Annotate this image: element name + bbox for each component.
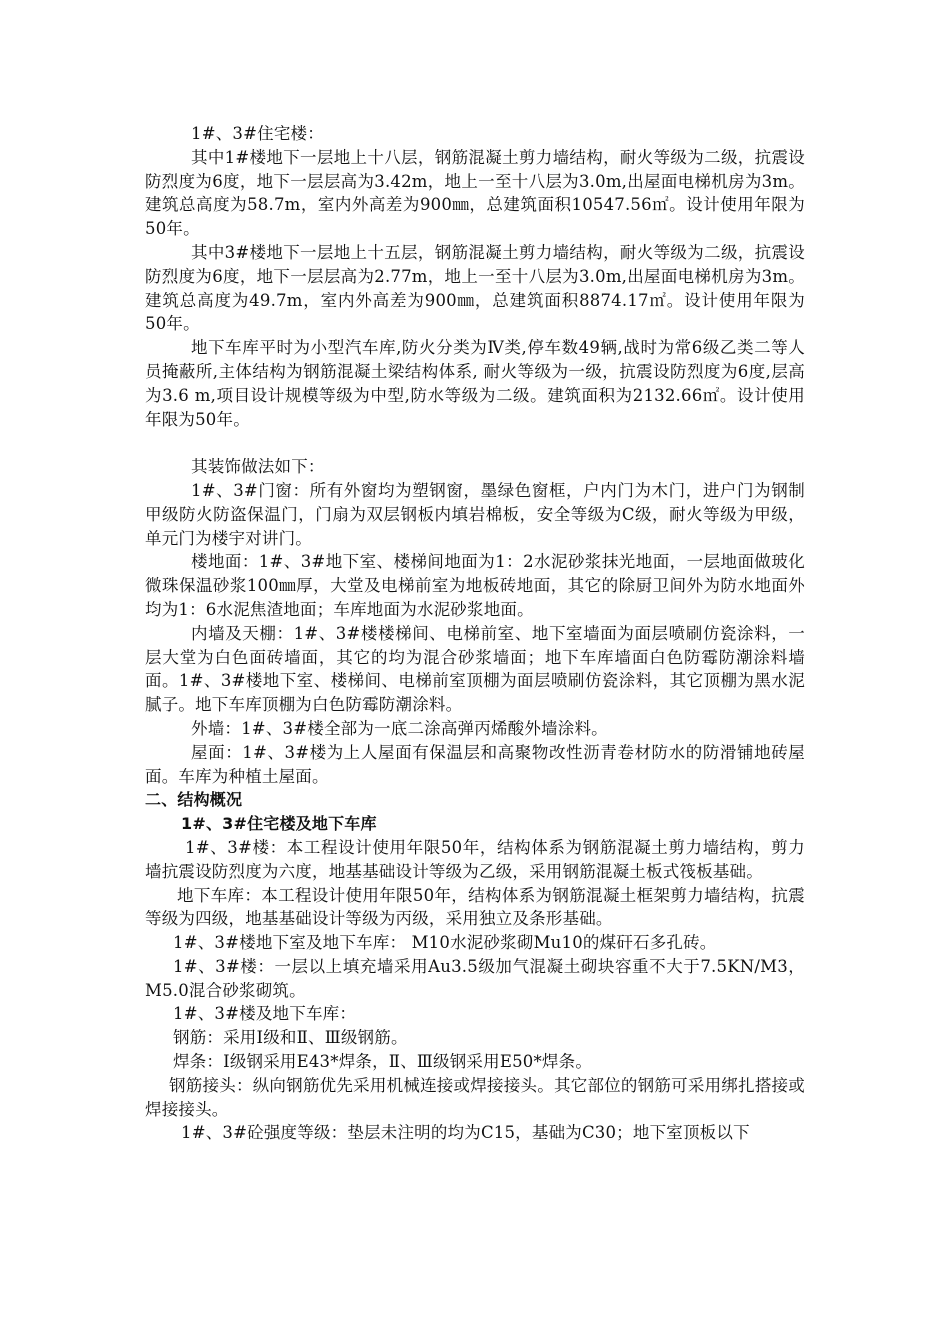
paragraph-welding-rods: 焊条：Ⅰ级钢采用E43*焊条，Ⅱ、Ⅲ级钢采用E50*焊条。 xyxy=(173,1052,593,1072)
paragraph-masonry-basement: 1#、3#楼地下室及地下车库： M10水泥砂浆砌Mu10的煤矸石多孔砖。 xyxy=(173,933,717,953)
paragraph-materials-heading: 1#、3#楼及地下车库： xyxy=(173,1004,357,1024)
paragraph-floors: 楼地面：1#、3#地下室、楼梯间地面为1：2水泥砂浆抹光地面，一层地面做玻化微珠保温砂浆100㎜厚，大堂及电梯前室为地板砖地面，其它的除厨卫间外为防水地面外均为1：6水泥焦渣地面；车库地面为水泥砂浆地面。 xyxy=(145,552,805,619)
paragraph-doors-windows: 1#、3#门窗：所有外窗均为塑钢窗，墨绿色窗框，户内门为木门，进户门为钢制甲级防火防盗保温门，门扇为双层钢板内填岩棉板，安全等级为C级，耐火等级为甲级，单元门为楼宇对讲门。 xyxy=(145,480,805,548)
paragraph-rebar-joints: 钢筋接头：纵向钢筋优先采用机械连接或焊接接头。其它部位的钢筋可采用绑扎搭接或焊接接头。 xyxy=(145,1075,805,1119)
paragraph-rebar: 钢筋：采用Ⅰ级和Ⅱ、Ⅲ级钢筋。 xyxy=(173,1028,408,1048)
subsection-heading: 1#、3#住宅楼及地下车库 xyxy=(181,814,377,834)
paragraph-exterior-walls: 外墙：1#、3#楼全部为一底二涂高弹丙烯酸外墙涂料。 xyxy=(191,718,608,738)
paragraph-structure-buildings: 1#、3#楼：本工程设计使用年限50年，结构体系为钢筋混凝土剪力墙结构，剪力墙抗震设防烈度为六度，地基基础设计等级为乙级，采用钢筋混凝土板式筏板基础。 xyxy=(145,837,805,881)
paragraph-building-1: 其中1#楼地下一层地上十八层，钢筋混凝土剪力墙结构，耐火等级为二级，抗震设防烈度为6度，地下一层层高为3.42m，地上一至十八层为3.0m,出屋面电梯机房为3m。建筑总高度为58.7m，室内外高差为900㎜，总建筑面积10547.56㎡。设计使用年限为50年。 xyxy=(145,147,805,239)
paragraph-roof: 屋面：1#、3#楼为上人屋面有保温层和高聚物改性沥青卷材防水的防滑铺地砖屋面。车库为种植土屋面。 xyxy=(145,742,805,786)
paragraph-concrete-grades: 1#、3#砼强度等级：垫层未注明的均为C15，基础为C30；地下室顶板以下 xyxy=(181,1123,750,1143)
paragraph-interior-walls: 内墙及天棚：1#、3#楼楼梯间、电梯前室、地下室墙面为面层喷刷仿瓷涂料，一层大堂为白色面砖墙面，其它的均为混合砂浆墙面；地下车库墙面白色防霉防潮涂料墙面。1#、3#楼地下室、楼梯间、电梯前室顶棚为面层喷刷仿瓷涂料，其它顶棚为黑水泥腻子。地下车库顶棚为白色防霉防潮涂料。 xyxy=(145,623,805,715)
paragraph-building-3: 其中3#楼地下一层地上十五层，钢筋混凝土剪力墙结构，耐火等级为二级，抗震设防烈度为6度，地下一层层高为2.77m，地上一至十八层为3.0m,出屋面电梯机房为3m。建筑总高度为49.7m，室内外高差为900㎜，总建筑面积8874.17㎡。设计使用年限为50年。 xyxy=(145,242,805,334)
paragraph-decoration-intro: 其装饰做法如下： xyxy=(191,457,325,477)
section-heading-structure: 二、结构概况 xyxy=(145,790,243,810)
paragraph-residential-heading: 1#、3#住宅楼： xyxy=(191,124,324,143)
document-body xyxy=(145,122,805,1145)
paragraph-infill-walls: 1#、3#楼：一层以上填充墙采用Au3.5级加气混凝土砌块容重不大于7.5KN/M3，M5.0混合砂浆砌筑。 xyxy=(145,956,805,1000)
paragraph-garage: 地下车库平时为小型汽车库,防火分类为Ⅳ类,停车数49辆,战时为常6级乙类二等人员掩蔽所,主体结构为钢筋混凝土梁结构体系, 耐火等级为一级，抗震设防烈度为6度,层高为3.6 m,项目设计规模等级为中型,防水等级为二级。建筑面积为2132.66㎡。设计使用年限为50年。 xyxy=(145,338,805,429)
paragraph-structure-garage: 地下车库：本工程设计使用年限50年，结构体系为钢筋混凝土框架剪力墙结构，抗震等级为四级，地基基础设计等级为丙级，采用独立及条形基础。 xyxy=(145,885,805,929)
spacer xyxy=(145,431,805,455)
